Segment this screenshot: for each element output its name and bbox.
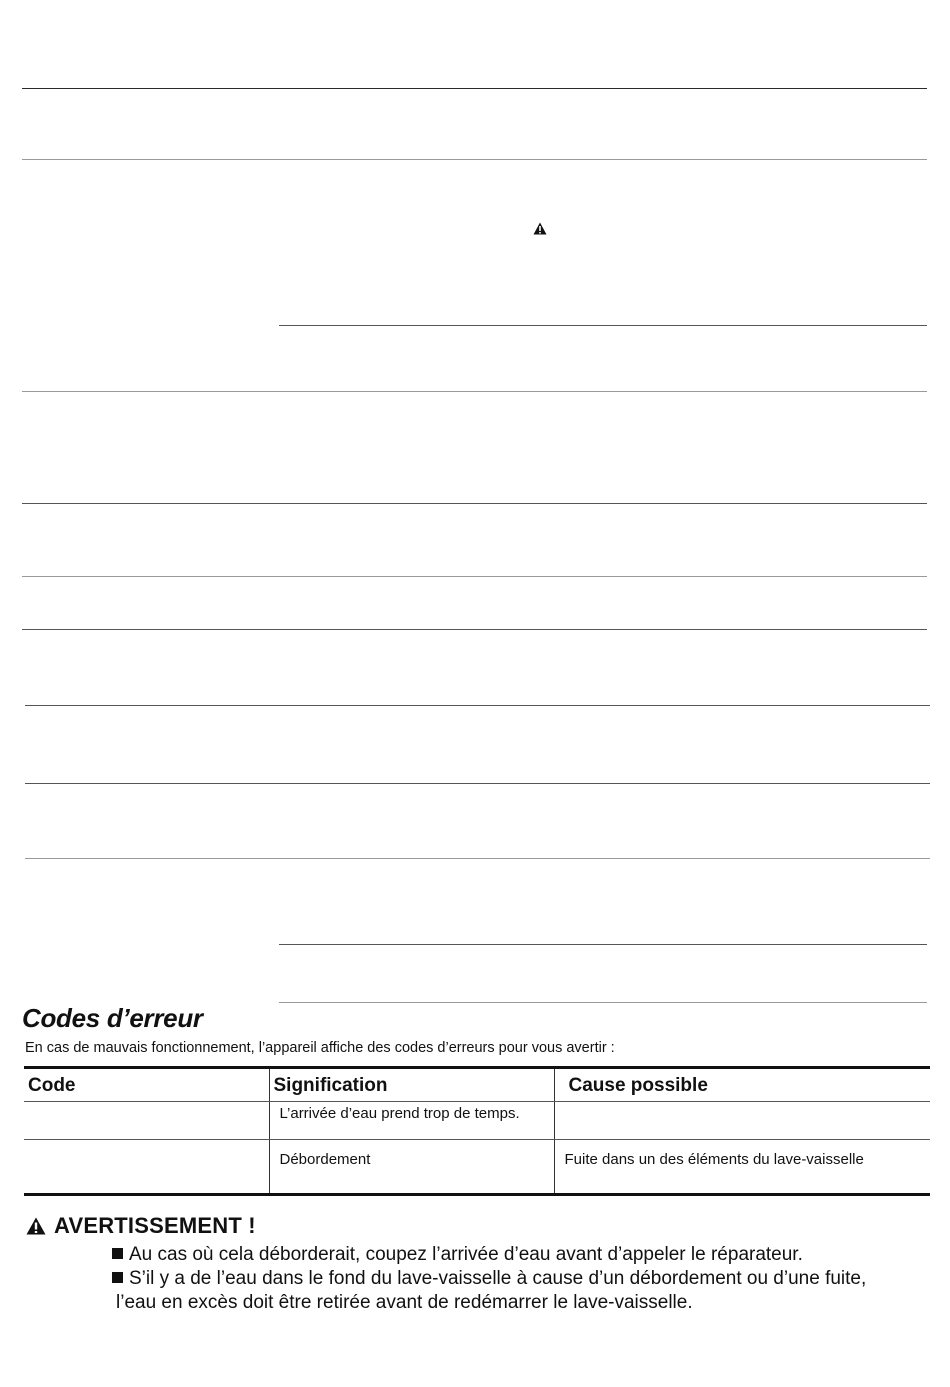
section-intro: En cas de mauvais fonctionnement, l’appareil affiche des codes d’erreurs pour vous avertir : [25, 1040, 615, 1056]
table-rule [22, 159, 927, 160]
error-codes-table [24, 1066, 930, 1196]
table-rule [25, 783, 930, 784]
bullet-square-icon [112, 1272, 123, 1283]
cell-signification: L’arrivée d’eau prend trop de temps. [269, 1102, 554, 1140]
warning-item-text: Au cas où cela déborderait, coupez l’arrivée d’eau avant d’appeler le réparateur. [129, 1244, 803, 1265]
warning-item [112, 1243, 926, 1267]
table-rule [22, 88, 927, 89]
table-rule [279, 944, 927, 945]
cell-cause [554, 1102, 930, 1140]
warning-triangle-icon [26, 1217, 46, 1235]
header-cause: Cause possible [554, 1068, 930, 1102]
bullet-square-icon [112, 1248, 123, 1259]
warning-triangle-icon [533, 222, 547, 235]
warning-list [26, 1243, 926, 1315]
warning-block [26, 1213, 926, 1315]
warning-item-continuation: l’eau en excès doit être retirée avant de redémarrer le lave-vaisselle. [116, 1292, 693, 1313]
table-rule [22, 503, 927, 504]
table-row [24, 1102, 930, 1140]
header-signification: Signification [269, 1068, 554, 1102]
warning-item [112, 1267, 926, 1315]
cell-code [24, 1140, 269, 1195]
table-rule [25, 858, 930, 859]
cell-cause: Fuite dans un des éléments du lave-vaisselle [554, 1140, 930, 1195]
warning-heading [26, 1213, 926, 1239]
table-rule [22, 391, 927, 392]
table-rule [22, 629, 927, 630]
table-header-row [24, 1068, 930, 1102]
cell-code [24, 1102, 269, 1140]
table-rule [279, 1002, 927, 1003]
table-row [24, 1140, 930, 1195]
cell-signification: Débordement [269, 1140, 554, 1195]
header-code: Code [24, 1068, 269, 1102]
warning-item-text: S’il y a de l’eau dans le fond du lave-vaisselle à cause d’un débordement ou d’une fuite, [129, 1268, 867, 1289]
table-rule [25, 705, 930, 706]
warning-title: AVERTISSEMENT ! [54, 1213, 256, 1238]
section-title: Codes d’erreur [22, 1003, 203, 1033]
table-rule [279, 325, 927, 326]
table-rule [22, 576, 927, 577]
